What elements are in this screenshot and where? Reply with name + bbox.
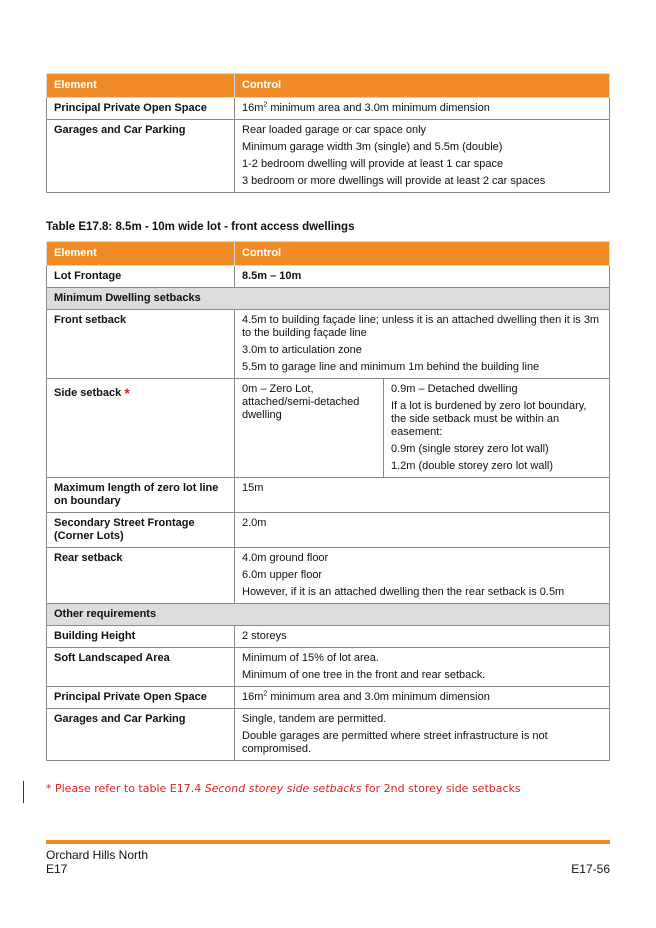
header-control: Control	[235, 74, 610, 98]
asterisk-marker: *	[124, 385, 130, 401]
table-header	[47, 242, 610, 266]
page-number: E17-56	[571, 862, 610, 876]
table-row: Soft Landscaped Area Minimum of 15% of lot area. Minimum of one tree in the front and rear setback.	[47, 648, 610, 687]
footer-section: E17	[46, 862, 68, 876]
table-row: Principal Private Open Space $16m^2$ minimum area and 3.0m minimum dimension	[47, 687, 610, 709]
table-row	[47, 98, 610, 120]
table-header	[47, 74, 610, 98]
text-cursor	[23, 781, 24, 803]
header-element: Element	[47, 74, 235, 98]
table-controls-upper	[46, 73, 610, 193]
header-control: Control	[235, 242, 610, 266]
table-row: Garages and Car Parking Single, tandem are permitted. Double garages are permitted where street infrastructure is not compromised.	[47, 709, 610, 761]
footer-rule	[46, 840, 610, 844]
row-element: Garages and Car Parking	[47, 120, 235, 193]
footer-title: Orchard Hills North	[46, 848, 149, 862]
table-row: Building Height 2 storeys	[47, 626, 610, 648]
header-element: Element	[47, 242, 235, 266]
table-row: Secondary Street Frontage (Corner Lots) 2.0m	[47, 513, 610, 548]
table-row: Side setback * 0m – Zero Lot, attached/semi-detached dwelling 0.9m – Detached dwelling If a lot is burdened by zero lot boundary, the side setback must be within an easement: 0.9m (single storey zero lot wall) 1.2m (double storey zero lot wall)	[47, 379, 610, 478]
table-row: Lot Frontage 8.5m – 10m	[47, 266, 610, 288]
row-control: Rear loaded garage or car space only Minimum garage width 3m (single) and 5.5m (double) 1-2 bedroom dwelling will provide at least 1 car space 3 bedroom or more dwellings will provide at least 2 car spaces	[235, 120, 610, 193]
table-row: Front setback 4.5m to building façade line; unless it is an attached dwelling then it is 3m to the building façade line 3.0m to articulation zone 5.5m to garage line and minimum 1m behind the building line	[47, 310, 610, 379]
table-row: Rear setback 4.0m ground floor 6.0m upper floor However, if it is an attached dwelling then the rear setback is 0.5m	[47, 548, 610, 604]
row-element: Principal Private Open Space	[47, 98, 235, 120]
table-caption: Table E17.8: 8.5m - 10m wide lot - front access dwellings	[46, 221, 355, 233]
table-row: Maximum length of zero lot line on boundary 15m	[47, 478, 610, 513]
footnote: * Please refer to table E17.4 Second storey side setbacks for 2nd storey side setbacks	[46, 782, 521, 795]
row-control: $16m^2$ minimum area and 3.0m minimum dimension	[235, 98, 610, 120]
table-row	[47, 120, 610, 193]
section-row: Other requirements	[47, 604, 610, 626]
table-e17-8	[46, 241, 610, 761]
section-row: Minimum Dwelling setbacks	[47, 288, 610, 310]
